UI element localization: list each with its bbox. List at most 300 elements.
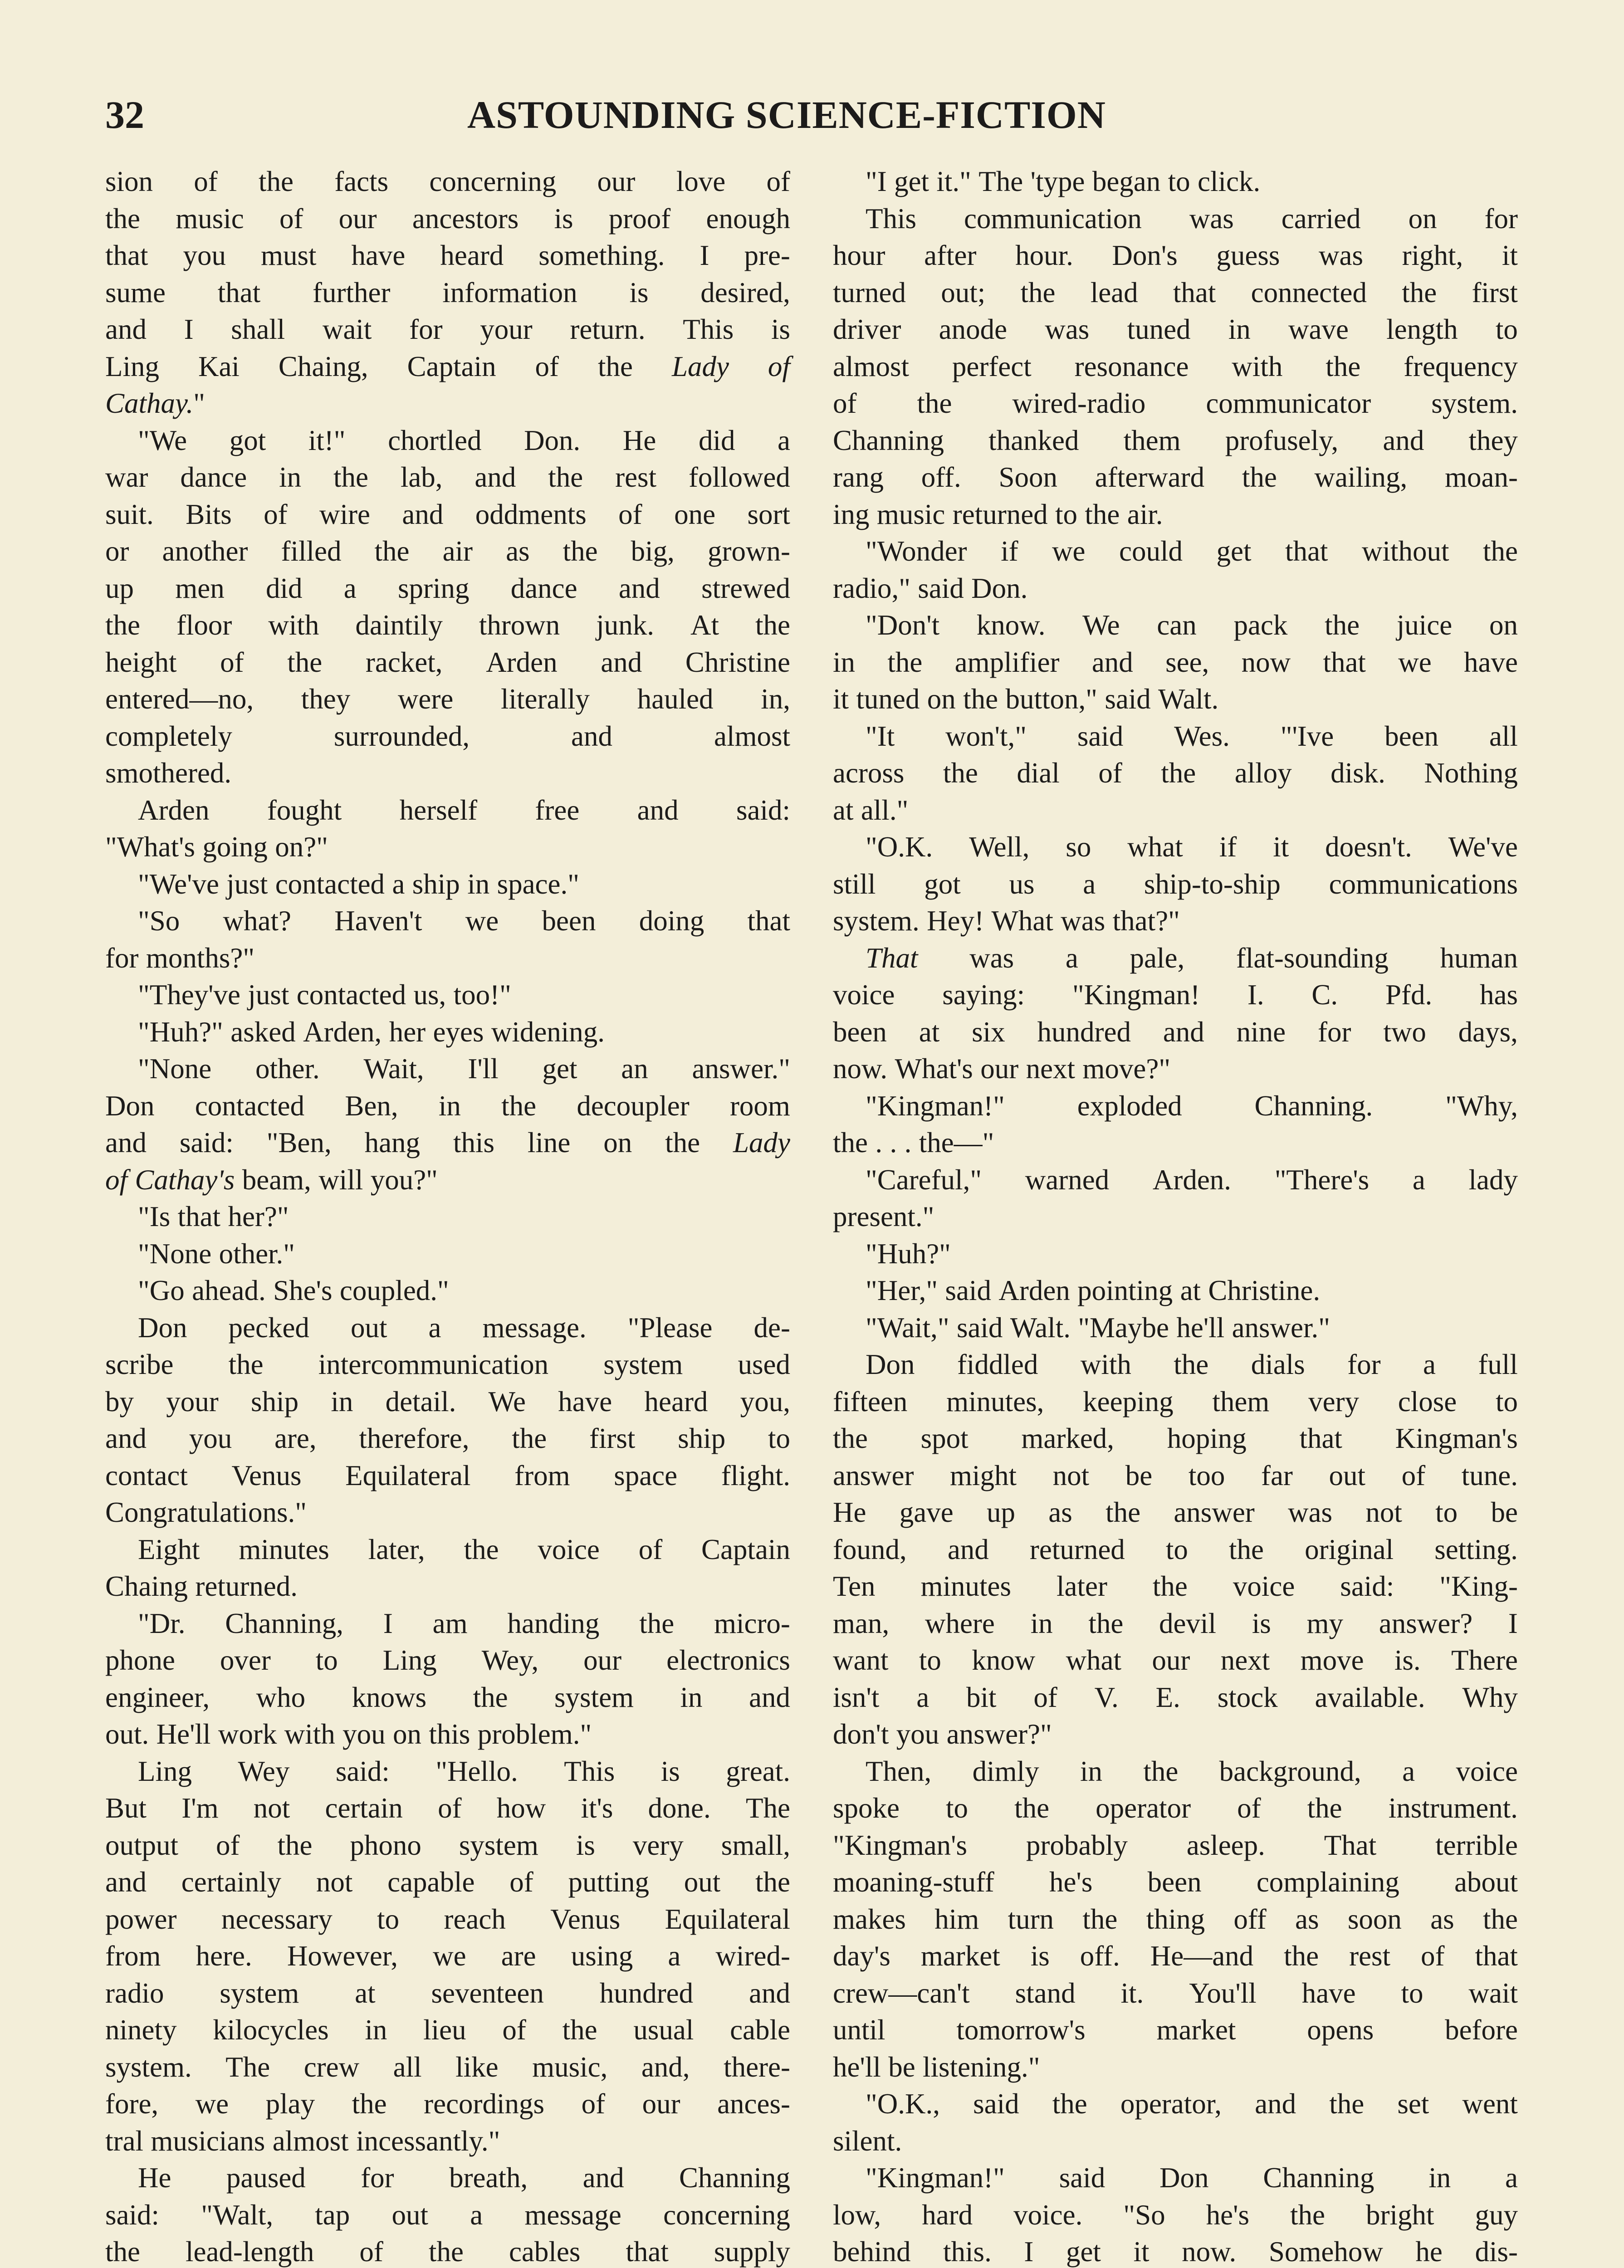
- word: something.: [538, 240, 665, 271]
- word: the: [1174, 1349, 1209, 1380]
- word: or: [105, 535, 129, 567]
- word: Haven't: [334, 905, 422, 937]
- word: the: [1052, 2088, 1087, 2120]
- page-number: 32: [105, 93, 144, 137]
- word: to: [1165, 1533, 1188, 1565]
- word: thanked: [988, 424, 1079, 456]
- word: space.": [497, 868, 579, 900]
- word: in: [1080, 1755, 1102, 1787]
- word: terrible: [1435, 1829, 1518, 1861]
- text-line: [105, 607, 790, 644]
- word: system: [220, 1977, 299, 2009]
- text-line: [105, 385, 790, 422]
- word: tuned: [856, 683, 920, 715]
- word: off.: [921, 461, 961, 493]
- word: The: [978, 166, 1023, 197]
- text-line: [105, 459, 790, 496]
- word: air.: [1127, 498, 1163, 530]
- word: What's: [895, 1053, 973, 1085]
- word: Don.: [524, 424, 581, 456]
- word: behind: [833, 2236, 911, 2268]
- text-line: [833, 163, 1518, 200]
- word: system: [554, 1681, 634, 1713]
- word: free: [535, 794, 580, 826]
- text-line: [105, 2234, 790, 2268]
- text-line: [105, 829, 790, 866]
- word: facts: [334, 166, 389, 197]
- text-line: [105, 718, 790, 755]
- word: in: [279, 461, 302, 493]
- word: present.": [833, 1201, 934, 1232]
- word: am: [432, 1607, 468, 1639]
- word: returned.: [195, 1570, 298, 1602]
- word: smothered.: [105, 757, 232, 789]
- word: is: [576, 1829, 595, 1861]
- text-line: [833, 903, 1518, 940]
- word: sume: [105, 276, 166, 308]
- word: at: [355, 1977, 376, 2009]
- text-line: [105, 866, 790, 903]
- word: been: [1147, 1866, 1202, 1898]
- word: of: [264, 498, 288, 530]
- word: answer?: [1379, 1607, 1473, 1639]
- word: shall: [231, 313, 285, 345]
- word: bit: [966, 1681, 997, 1713]
- word: war: [105, 461, 148, 493]
- word: get: [894, 166, 929, 197]
- word: been: [833, 1016, 887, 1048]
- word: the: [665, 1127, 700, 1158]
- word: to: [315, 1644, 338, 1676]
- word: I'll: [468, 1053, 499, 1085]
- word: them: [1123, 424, 1181, 456]
- word: got: [924, 868, 961, 900]
- word: filled: [281, 535, 342, 567]
- text-line: [833, 422, 1518, 459]
- word: flight.: [721, 1459, 790, 1491]
- text-line: [105, 940, 790, 977]
- word: found,: [833, 1533, 907, 1565]
- word: moan-: [1445, 461, 1518, 493]
- word: necessary: [221, 1903, 333, 1935]
- word: the: [917, 387, 952, 419]
- text-line: [105, 311, 790, 348]
- word: line: [527, 1127, 571, 1158]
- word: Don: [866, 1349, 915, 1380]
- word: "So: [138, 905, 180, 937]
- word: pointing: [1077, 1275, 1173, 1306]
- word: know: [972, 1644, 1036, 1676]
- word: a: [778, 424, 790, 456]
- word: the: [352, 2088, 387, 2120]
- word: from: [514, 1459, 570, 1491]
- word: fought: [267, 794, 342, 826]
- text-line: [833, 2160, 1518, 2197]
- word: of: [509, 1866, 533, 1898]
- word: communicator: [1206, 387, 1371, 419]
- word: C.: [1311, 979, 1338, 1011]
- word: for: [409, 313, 443, 345]
- text-line: [833, 496, 1518, 533]
- word: as: [1430, 1903, 1454, 1935]
- text-line: [105, 2086, 790, 2123]
- word: that: [1475, 1940, 1518, 1972]
- word: big,: [631, 535, 675, 567]
- word: spot: [920, 1422, 969, 1454]
- word: phone: [105, 1644, 175, 1676]
- word: just: [248, 979, 289, 1011]
- word: very: [632, 1829, 684, 1861]
- word: dials: [1251, 1349, 1305, 1380]
- word: they: [301, 683, 351, 715]
- word: out.: [105, 1718, 149, 1750]
- word: hour: [833, 240, 885, 271]
- word: did: [265, 572, 303, 604]
- word: move?": [1082, 1053, 1171, 1085]
- word: it.": [936, 166, 971, 197]
- word: phono: [350, 1829, 421, 1861]
- word: was: [1061, 905, 1105, 937]
- word: ancestors: [412, 202, 519, 235]
- word: Kai: [198, 350, 240, 382]
- word: answer.": [1232, 1311, 1330, 1344]
- word: of: [438, 1792, 462, 1824]
- word: the: [105, 609, 140, 641]
- word: and: [1163, 1016, 1204, 1048]
- word: for: [361, 2162, 394, 2194]
- word: engineer,: [105, 1681, 210, 1713]
- word: Channing: [1263, 2162, 1375, 2194]
- text-line: [105, 1494, 790, 1531]
- word: resonance: [1074, 350, 1189, 382]
- word: Don: [105, 1090, 155, 1122]
- word: here.: [196, 1940, 252, 1972]
- word: system.: [105, 2051, 192, 2083]
- word: us: [1009, 868, 1035, 900]
- word: in: [438, 1090, 461, 1122]
- word: Nothing: [1424, 757, 1518, 789]
- word: pecked: [228, 1311, 309, 1344]
- word: out: [391, 2199, 428, 2231]
- word: in: [680, 1681, 703, 1713]
- word: we: [1398, 646, 1432, 678]
- word: recordings: [424, 2088, 545, 2120]
- word: He: [138, 2162, 171, 2194]
- word: You'll: [1189, 1977, 1257, 2009]
- word: reach: [444, 1903, 506, 1935]
- running-head: ASTOUNDING SCIENCE-FICTION: [467, 93, 1106, 137]
- word: communication: [964, 202, 1142, 235]
- word: a: [470, 2199, 483, 2231]
- word: said: [973, 2088, 1019, 2120]
- word: de-: [753, 1311, 790, 1344]
- word: heard: [440, 240, 504, 271]
- word: .: [890, 1127, 897, 1158]
- left-text-column: [105, 163, 790, 2268]
- word: I: [1508, 1607, 1518, 1639]
- word: said:: [179, 1127, 234, 1158]
- word: surrounded,: [333, 720, 470, 752]
- word: went: [1462, 2088, 1518, 2120]
- word: available.: [1315, 1681, 1425, 1713]
- text-line: [105, 1938, 790, 1975]
- word: answer.": [692, 1053, 790, 1085]
- text-line: [833, 1938, 1518, 1975]
- word: at: [1180, 1275, 1201, 1306]
- text-line: [833, 200, 1518, 238]
- word: our: [642, 2088, 680, 2120]
- text-line: [833, 1236, 1518, 1273]
- word: where: [925, 1607, 995, 1639]
- word: thrown: [479, 609, 560, 641]
- word: Arden: [998, 1275, 1070, 1306]
- word: dial: [1017, 757, 1060, 789]
- word: day's: [833, 1940, 890, 1972]
- word: eyes: [433, 1016, 484, 1048]
- word: them: [1212, 1385, 1270, 1418]
- word: certainly: [181, 1866, 282, 1898]
- word: desired,: [700, 276, 790, 308]
- text-line: [833, 237, 1518, 274]
- word: intercommunication: [318, 1349, 549, 1380]
- word: Channing: [833, 424, 944, 456]
- word: isn't: [833, 1681, 880, 1713]
- word: for: [105, 942, 139, 974]
- word: the: [473, 1681, 508, 1713]
- word: who: [256, 1681, 306, 1713]
- text-line: [105, 237, 790, 274]
- word: completely: [105, 720, 232, 752]
- word: about: [1454, 1866, 1518, 1898]
- word: Then,: [866, 1755, 932, 1787]
- word: What: [991, 905, 1053, 937]
- word: enough: [706, 202, 790, 235]
- word: breath,: [449, 2162, 528, 2194]
- word: Cathay.": [105, 387, 205, 419]
- word: Bits: [186, 498, 232, 530]
- word: her: [389, 1016, 426, 1048]
- word: said: [945, 1275, 991, 1306]
- word: of: [1033, 1681, 1057, 1713]
- word: not: [253, 1792, 290, 1824]
- word: has: [1480, 979, 1518, 1011]
- word: return.: [570, 313, 646, 345]
- word: done.: [648, 1792, 711, 1824]
- word: a: [343, 572, 357, 604]
- word: the: [1229, 1533, 1264, 1565]
- word: going: [202, 831, 268, 863]
- word: probably: [1026, 1829, 1128, 1861]
- text-line: [105, 1975, 790, 2012]
- word: the: [1082, 1903, 1118, 1935]
- word: was: [1189, 202, 1234, 235]
- word: She's: [273, 1275, 333, 1306]
- word: the: [755, 609, 790, 641]
- word: was: [969, 942, 1014, 974]
- word: in: [365, 2014, 387, 2046]
- word: pre-: [744, 240, 790, 271]
- word: he'll: [833, 2051, 881, 2083]
- word: of: [194, 166, 218, 197]
- word: of: [638, 1533, 663, 1565]
- word: therefore,: [359, 1422, 470, 1454]
- word: said: [1077, 720, 1124, 752]
- word: radio,": [833, 572, 910, 604]
- word: 'type: [1030, 166, 1085, 197]
- word: junk.: [596, 609, 655, 641]
- word: to: [1168, 166, 1190, 197]
- word: Why: [1462, 1681, 1518, 1713]
- word: proof: [608, 202, 671, 235]
- word: far: [1261, 1459, 1293, 1491]
- word: This: [683, 313, 734, 345]
- word: great.: [726, 1755, 790, 1787]
- word: could: [1119, 535, 1183, 567]
- word: on: [1408, 202, 1437, 235]
- word: a: [1505, 2162, 1518, 2194]
- word: up: [987, 1496, 1015, 1528]
- word: in: [467, 868, 490, 900]
- word: what: [1066, 1644, 1122, 1676]
- word: doing: [639, 905, 704, 937]
- text-line: [105, 1051, 790, 1088]
- text-line: [833, 1051, 1518, 1088]
- text-line: [105, 1901, 790, 1938]
- word: tap: [315, 2199, 350, 2231]
- word: electronics: [666, 1644, 790, 1676]
- text-line: [105, 570, 790, 607]
- word: the: [833, 1127, 868, 1158]
- word: cables: [509, 2236, 581, 2268]
- word: stock: [1217, 1681, 1278, 1713]
- word: "None: [138, 1053, 212, 1085]
- word: He: [833, 1496, 866, 1528]
- word: to: [1055, 498, 1078, 530]
- word: and: [601, 646, 642, 678]
- word: of: [215, 1829, 240, 1861]
- word: and: [1091, 646, 1133, 678]
- text-line: [833, 385, 1518, 422]
- word: it!": [308, 424, 346, 456]
- text-line: [833, 1457, 1518, 1495]
- word: of: [502, 2014, 526, 2046]
- word: Wes.: [1174, 720, 1230, 752]
- word: up: [105, 572, 134, 604]
- word: like: [455, 2051, 499, 2083]
- word: a: [916, 1681, 929, 1713]
- word: crew—can't: [833, 1977, 970, 2009]
- word: lady: [1468, 1163, 1518, 1196]
- text-line: [105, 1124, 790, 1162]
- word: to: [1495, 313, 1518, 345]
- word: the: [1329, 2088, 1365, 2120]
- word: tomorrow's: [956, 2014, 1086, 2046]
- word: I: [1024, 2236, 1034, 2268]
- word: supply: [714, 2236, 790, 2268]
- word: We: [488, 1385, 526, 1418]
- word: in,: [761, 683, 790, 715]
- word: and: [105, 1127, 147, 1158]
- word: using: [571, 1940, 633, 1972]
- text-line: [833, 977, 1518, 1014]
- word: that: [217, 276, 261, 308]
- word: the: [1284, 1940, 1319, 1972]
- word: decoupler: [577, 1090, 690, 1122]
- word: be: [1491, 1496, 1518, 1528]
- word: gave: [899, 1496, 954, 1528]
- word: ship: [412, 868, 460, 900]
- word: minutes,: [946, 1385, 1044, 1418]
- word: can: [1157, 609, 1197, 641]
- text-line: [105, 792, 790, 829]
- word: turned: [833, 276, 906, 308]
- word: have: [1301, 1977, 1356, 2009]
- word: a: [1412, 1163, 1425, 1196]
- word: and: [474, 461, 516, 493]
- word: have: [351, 240, 406, 271]
- word: said:: [736, 794, 790, 826]
- word: this: [429, 1718, 470, 1750]
- word: a: [1083, 868, 1096, 900]
- word: two: [1383, 1016, 1426, 1048]
- word: Walt.: [1158, 683, 1219, 715]
- word: racket,: [365, 646, 443, 678]
- word: "So: [1123, 2199, 1165, 2231]
- word: man,: [833, 1607, 890, 1639]
- word: that: [105, 240, 148, 271]
- word: makes: [833, 1903, 906, 1935]
- word: in: [1030, 1607, 1053, 1639]
- word: Wey: [238, 1755, 290, 1787]
- word: the: [228, 1349, 264, 1380]
- word: want: [833, 1644, 889, 1676]
- word: "I: [866, 166, 887, 197]
- word: Ling: [105, 350, 159, 382]
- word: will: [318, 1163, 363, 1196]
- word: and: [637, 794, 679, 826]
- word: full: [1478, 1349, 1518, 1380]
- word: you: [189, 1422, 232, 1454]
- text-line: [833, 1310, 1518, 1347]
- word: sort: [747, 498, 790, 530]
- word: are: [501, 1940, 536, 1972]
- text-line: [105, 1568, 790, 1605]
- word: "Don't: [866, 609, 940, 641]
- text-line: [105, 1605, 790, 1642]
- word: and: [105, 1866, 147, 1898]
- word: system.: [1431, 387, 1518, 419]
- word: wait: [1468, 1977, 1518, 2009]
- word: answer?": [946, 1718, 1052, 1750]
- text-line: [833, 2123, 1518, 2160]
- word: as: [1295, 1903, 1319, 1935]
- word: complaining: [1256, 1866, 1399, 1898]
- text-line: [833, 940, 1518, 977]
- word: E.: [1155, 1681, 1180, 1713]
- word: listening.": [923, 2051, 1040, 2083]
- word: widening.: [491, 1016, 605, 1048]
- word: it: [1502, 240, 1518, 271]
- word: one: [674, 498, 716, 530]
- word: hundred: [1037, 1016, 1131, 1048]
- word: "Kingman!: [1072, 979, 1200, 1011]
- word: music: [876, 498, 945, 530]
- word: in: [1228, 313, 1251, 345]
- word: capable: [387, 1866, 475, 1898]
- word: too!": [453, 979, 511, 1011]
- word: work: [218, 1718, 277, 1750]
- word: usual: [633, 2014, 694, 2046]
